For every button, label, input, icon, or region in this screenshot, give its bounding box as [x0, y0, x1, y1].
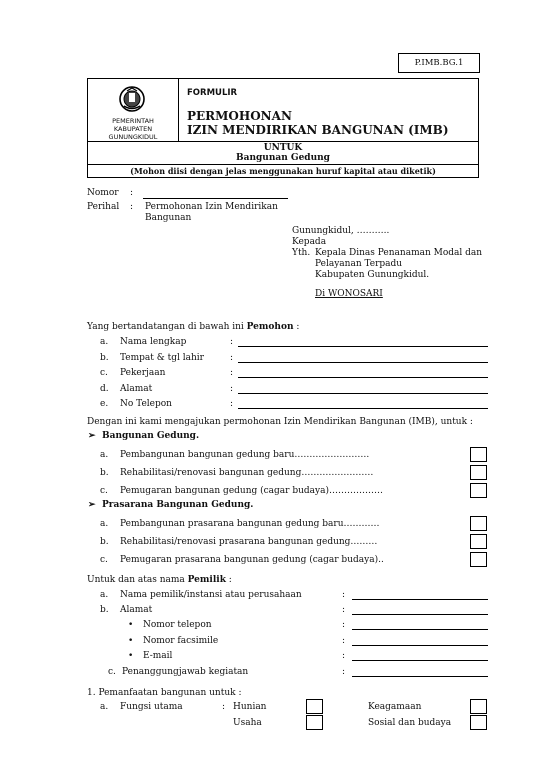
kepada-label: Kepada — [292, 237, 327, 247]
pemohon-label: Pemohon — [246, 322, 294, 332]
field-label: Penanggungjawab kegiatan — [122, 667, 249, 677]
field-input[interactable] — [238, 346, 488, 347]
option-label: Pembangunan bangunan gedung baru……………………. — [120, 450, 370, 460]
field-letter: b. — [100, 605, 109, 615]
field-colon: : — [230, 337, 234, 347]
option-label: Pemugaran bangunan gedung (cagar budaya)……………… — [120, 486, 383, 496]
bullet-dot-icon: • — [128, 620, 134, 630]
intro-end: : — [225, 575, 232, 585]
option-letter: a. — [100, 450, 109, 460]
group-title-bangunan: Bangunan Gedung. — [102, 431, 200, 441]
fill-instruction: (Mohon diisi dengan jelas menggunakan huruf kapital atau diketik) — [130, 166, 436, 176]
yth-label: Yth. — [292, 248, 311, 258]
option-checkbox[interactable] — [470, 465, 487, 480]
subtitle-text: Bangunan Gedung — [236, 153, 330, 163]
header-divider — [88, 141, 478, 142]
field-label: Nama pemilik/instansi atau perusahaan — [120, 590, 302, 600]
nomor-label: Nomor — [87, 188, 119, 198]
option-keagamaan-checkbox[interactable] — [470, 699, 487, 714]
option-letter: c. — [100, 486, 108, 496]
option-hunian-checkbox[interactable] — [306, 699, 323, 714]
field-colon: : — [342, 651, 346, 661]
option-sosial-budaya-checkbox[interactable] — [470, 715, 487, 730]
perihal-colon: : — [130, 202, 134, 212]
recipient-location: Di WONOSARI — [315, 289, 383, 299]
untuk-label: UNTUK — [263, 143, 303, 153]
option-usaha-checkbox[interactable] — [306, 715, 323, 730]
bullet-arrow-icon: ➢ — [88, 431, 96, 441]
field-letter: b. — [100, 352, 109, 363]
form-title-line1: PERMOHONAN — [187, 109, 292, 123]
bullet-dot-icon: • — [128, 636, 134, 646]
option-checkbox[interactable] — [470, 447, 487, 462]
field-letter: d. — [100, 383, 109, 394]
header-right-cell — [179, 79, 478, 141]
field-label: Nomor facsimile — [143, 636, 219, 646]
field-letter: a. — [100, 337, 109, 347]
field-input[interactable] — [352, 660, 488, 661]
recipient-name: Kepala Dinas Penanaman Modal dan — [315, 248, 483, 258]
nomor-field[interactable] — [143, 198, 288, 199]
field-letter: c. — [100, 368, 108, 378]
field-colon: : — [342, 605, 346, 615]
field-input[interactable] — [238, 393, 488, 394]
owner-intro — [87, 575, 232, 585]
perihal-text: Permohonan Izin Mendirikan — [145, 202, 278, 212]
pemilik-label: Pemilik — [187, 575, 226, 585]
option-checkbox[interactable] — [470, 483, 487, 498]
recipient-name: Pelayanan Terpadu — [315, 259, 403, 269]
field-input[interactable] — [352, 614, 488, 615]
option-label: Pemugaran prasarana bangunan gedung (cagar budaya).. — [120, 555, 384, 565]
bullet-dot-icon: • — [128, 651, 134, 661]
government-line: KABUPATEN — [113, 125, 153, 133]
usage-a-letter: a. — [100, 702, 109, 712]
field-input[interactable] — [352, 676, 488, 677]
field-input[interactable] — [352, 645, 488, 646]
field-colon: : — [230, 368, 234, 378]
field-label: Pekerjaan — [120, 368, 166, 378]
formulir-label: FORMULIR — [187, 88, 238, 98]
government-line: PEMERINTAH — [112, 117, 154, 125]
option-checkbox[interactable] — [470, 516, 487, 531]
field-label: Nama lengkap — [120, 337, 187, 347]
form-header — [87, 78, 479, 178]
perihal-text: Bangunan — [145, 213, 192, 223]
field-colon: : — [342, 620, 346, 630]
option-letter: b. — [100, 537, 109, 547]
field-label: E-mail — [143, 651, 173, 661]
field-input[interactable] — [238, 408, 488, 409]
option-letter: a. — [100, 519, 109, 529]
field-colon: : — [230, 352, 234, 363]
option-label: Rehabilitasi/renovasi prasarana bangunan gedung……… — [120, 537, 378, 547]
form-subtitle — [88, 143, 478, 163]
usage-a-label: Fungsi utama — [120, 702, 183, 712]
option-letter: c. — [100, 555, 108, 565]
regency-seal-icon — [118, 85, 146, 113]
field-label: Tempat & tgl lahir — [120, 352, 204, 363]
option-label: Pembangunan prasarana bangunan gedung baru………… — [120, 519, 380, 529]
field-input[interactable] — [238, 377, 488, 378]
field-label: Alamat — [120, 605, 153, 615]
applicant-intro — [87, 322, 299, 332]
field-label: Alamat — [120, 383, 153, 394]
field-label: Nomor telepon — [143, 620, 212, 630]
field-letter: a. — [100, 590, 109, 600]
field-colon: : — [342, 636, 346, 646]
field-colon: : — [230, 383, 234, 394]
usage-title: 1. Pemanfaatan bangunan untuk : — [87, 688, 242, 698]
field-letter: c. — [108, 667, 116, 677]
intro-text: Yang bertandatangan di bawah ini — [87, 322, 247, 332]
nomor-colon: : — [130, 188, 134, 198]
perihal-label: Perihal — [87, 202, 120, 212]
header-left-cell — [88, 79, 179, 141]
option-checkbox[interactable] — [470, 534, 487, 549]
intro-end: : — [293, 322, 300, 332]
place-date: Gunungkidul, ……….. — [292, 226, 390, 236]
option-label: Rehabilitasi/renovasi bangunan gedung…………………… — [120, 468, 374, 478]
field-input[interactable] — [352, 629, 488, 630]
bullet-arrow-icon: ➢ — [88, 500, 96, 510]
form-code: P.IMB.BG.1 — [398, 53, 480, 73]
option-letter: b. — [100, 468, 109, 478]
usage-colon: : — [222, 702, 226, 712]
field-label: No Telepon — [120, 399, 172, 409]
option-hunian-label: Hunian — [233, 702, 267, 712]
option-checkbox[interactable] — [470, 552, 487, 567]
field-colon: : — [230, 399, 234, 409]
option-sosial-budaya-label: Sosial dan budaya — [368, 718, 452, 728]
field-letter: e. — [100, 399, 109, 409]
header-divider — [88, 164, 478, 165]
request-intro: Dengan ini kami mengajukan permohonan Izin Mendirikan Bangunan (IMB), untuk : — [87, 417, 473, 427]
field-colon: : — [342, 590, 346, 600]
field-input[interactable] — [238, 362, 488, 363]
field-colon: : — [342, 667, 346, 677]
group-title-prasarana: Prasarana Bangunan Gedung. — [102, 500, 254, 510]
government-name — [88, 117, 178, 141]
government-line: GUNUNGKIDUL — [108, 133, 158, 141]
option-usaha-label: Usaha — [233, 718, 262, 728]
recipient-name: Kabupaten Gunungkidul. — [315, 270, 430, 280]
intro-text: Untuk dan atas nama — [87, 575, 188, 585]
option-keagamaan-label: Keagamaan — [368, 702, 422, 712]
form-title-line2: IZIN MENDIRIKAN BANGUNAN (IMB) — [187, 123, 449, 137]
field-input[interactable] — [352, 599, 488, 600]
